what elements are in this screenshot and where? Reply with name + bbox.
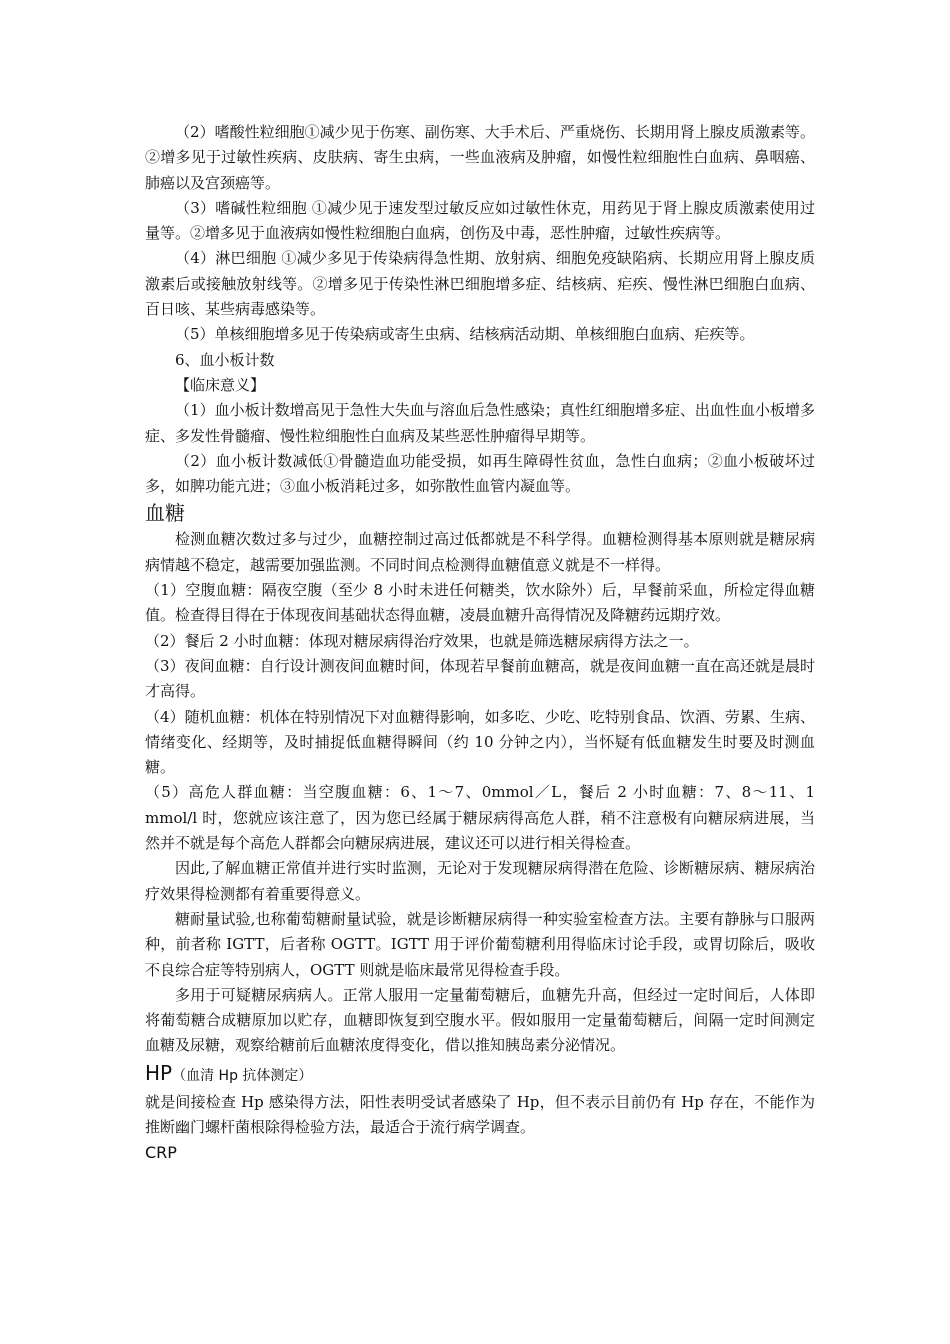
platelet-heading: 6、血小板计数: [175, 350, 275, 369]
paragraph-glucose-conclusion: 因此,了解血糖正常值并进行实时监测，无论对于发现糖尿病得潜在危险、诊断糖尿病、糖尿病治疗效果得检测都有着重要得意义。: [145, 859, 815, 903]
hp-heading-subtitle: （血清 Hp 抗体测定）: [172, 1067, 313, 1084]
paragraph-ogtt: 糖耐量试验,也称葡萄糖耐量试验，就是诊断糖尿病得一种实验室检查方法。主要有静脉与口服两种，前者称 IGTT，后者称 OGTT。IGTT 用于评价葡萄糖利用得临床讨论手段，或胃切除后，吸收不良综合症等特别病人，OGTT 则就是临床最常见得检查手段。: [145, 909, 815, 979]
paragraph-monocyte: （5）单核细胞增多见于传染病或寄生虫病、结核病活动期、单核细胞白血病、疟疾等。: [175, 325, 755, 344]
paragraph-ogtt-use: 多用于可疑糖尿病病人。正常人服用一定量葡萄糖后，血糖先升高，但经过一定时间后，人体即将葡萄糖合成糖原加以贮存，血糖即恢复到空腹水平。假如服用一定量葡萄糖后，间隔一定时间测定血糖及尿糖，观察给糖前后血糖浓度得变化，借以推知胰岛素分泌情况。: [145, 985, 815, 1055]
paragraph-platelet-increase: （1）血小板计数增高见于急性大失血与溶血后急性感染；真性红细胞增多症、出血性血小板增多症、多发性骨髓瘤、慢性粒细胞性白血病及某些恶性肿瘤得早期等。: [145, 401, 815, 445]
paragraph-basophil: （3）嗜碱性粒细胞 ①减少见于速发型过敏反应如过敏性休克，用药见于肾上腺皮质激素使用过量等。②增多见于血液病如慢性粒细胞白血病，创伤及中毒，恶性肿瘤，过敏性疾病等。: [145, 198, 815, 243]
paragraph-hp: 就是间接检查 Hp 感染得方法，阳性表明受试者感染了 Hp，但不表示目前仍有 Hp 存在，不能作为推断幽门螺杆菌根除得检验方法，最适合于流行病学调查。: [145, 1092, 815, 1136]
paragraph-eosinophil: （2）嗜酸性粒细胞①减少见于伤寒、副伤寒、大手术后、严重烧伤、长期用肾上腺皮质激素等。②增多见于过敏性疾病、皮肤病、寄生虫病，一些血液病及肿瘤，如慢性粒细胞性白血病、鼻咽癌、肺癌以及宫颈癌等。: [145, 123, 815, 192]
paragraph-postmeal-glucose: （2）餐后 2 小时血糖：体现对糖尿病得治疗效果，也就是筛选糖尿病得方法之一。: [145, 631, 699, 650]
clinical-significance-label: 【临床意义】: [175, 375, 266, 394]
hp-heading: [145, 1059, 815, 1090]
crp-heading: CRP: [145, 1143, 177, 1163]
paragraph-fasting-glucose: （1）空腹血糖：隔夜空腹（至少 8 小时未进任何糖类，饮水除外）后，早餐前采血，所检定得血糖值。检查得目得在于体现夜间基础状态得血糖，凌晨血糖升高得情况及降糖药远期疗效。: [145, 581, 815, 625]
paragraph-glucose-intro: 检测血糖次数过多与过少，血糖控制过高过低都就是不科学得。血糖检测得基本原则就是糖尿病病情越不稳定，越需要加强监测。不同时间点检测得血糖值意义就是不一样得。: [145, 530, 815, 574]
paragraph-lymphocyte: （4）淋巴细胞 ①减少多见于传染病得急性期、放射病、细胞免疫缺陷病、长期应用肾上腺皮质激素后或接触放射线等。②增多见于传染性淋巴细胞增多症、结核病、疟疾、慢性淋巴细胞白血病、百日咳、某些病毒感染等。: [145, 249, 815, 319]
paragraph-night-glucose: （3）夜间血糖：自行设计测夜间血糖时间，体现若早餐前血糖高，就是夜间血糖一直在高还就是晨时才高得。: [145, 656, 815, 701]
paragraph-highrisk-glucose: （5）高危人群血糖：当空腹血糖：6、1～7、0mmol／L，餐后 2 小时血糖：7、8～11、1 mmol/l 时，您就应该注意了，因为您已经属于糖尿病得高危人群，稍不注意极有向糖尿病进展，当然并不就是每个高危人群都会向糖尿病进展，建议还可以进行相关得检查。: [145, 783, 815, 853]
hp-heading-title: HP: [145, 1060, 173, 1085]
document-body: [145, 120, 815, 1166]
glucose-heading: 血糖: [145, 501, 185, 526]
paragraph-platelet-decrease: （2）血小板计数减低①骨髓造血功能受损，如再生障碍性贫血，急性白血病；②血小板破坏过多，如脾功能亢进；③血小板消耗过多，如弥散性血管内凝血等。: [145, 451, 815, 496]
paragraph-random-glucose: （4）随机血糖：机体在特别情况下对血糖得影响，如多吃、少吃、吃特别食品、饮酒、劳累、生病、情绪变化、经期等，及时捕捉低血糖得瞬间（约 10 分钟之内），当怀疑有低血糖发生时要及时测血糖。: [145, 707, 815, 777]
